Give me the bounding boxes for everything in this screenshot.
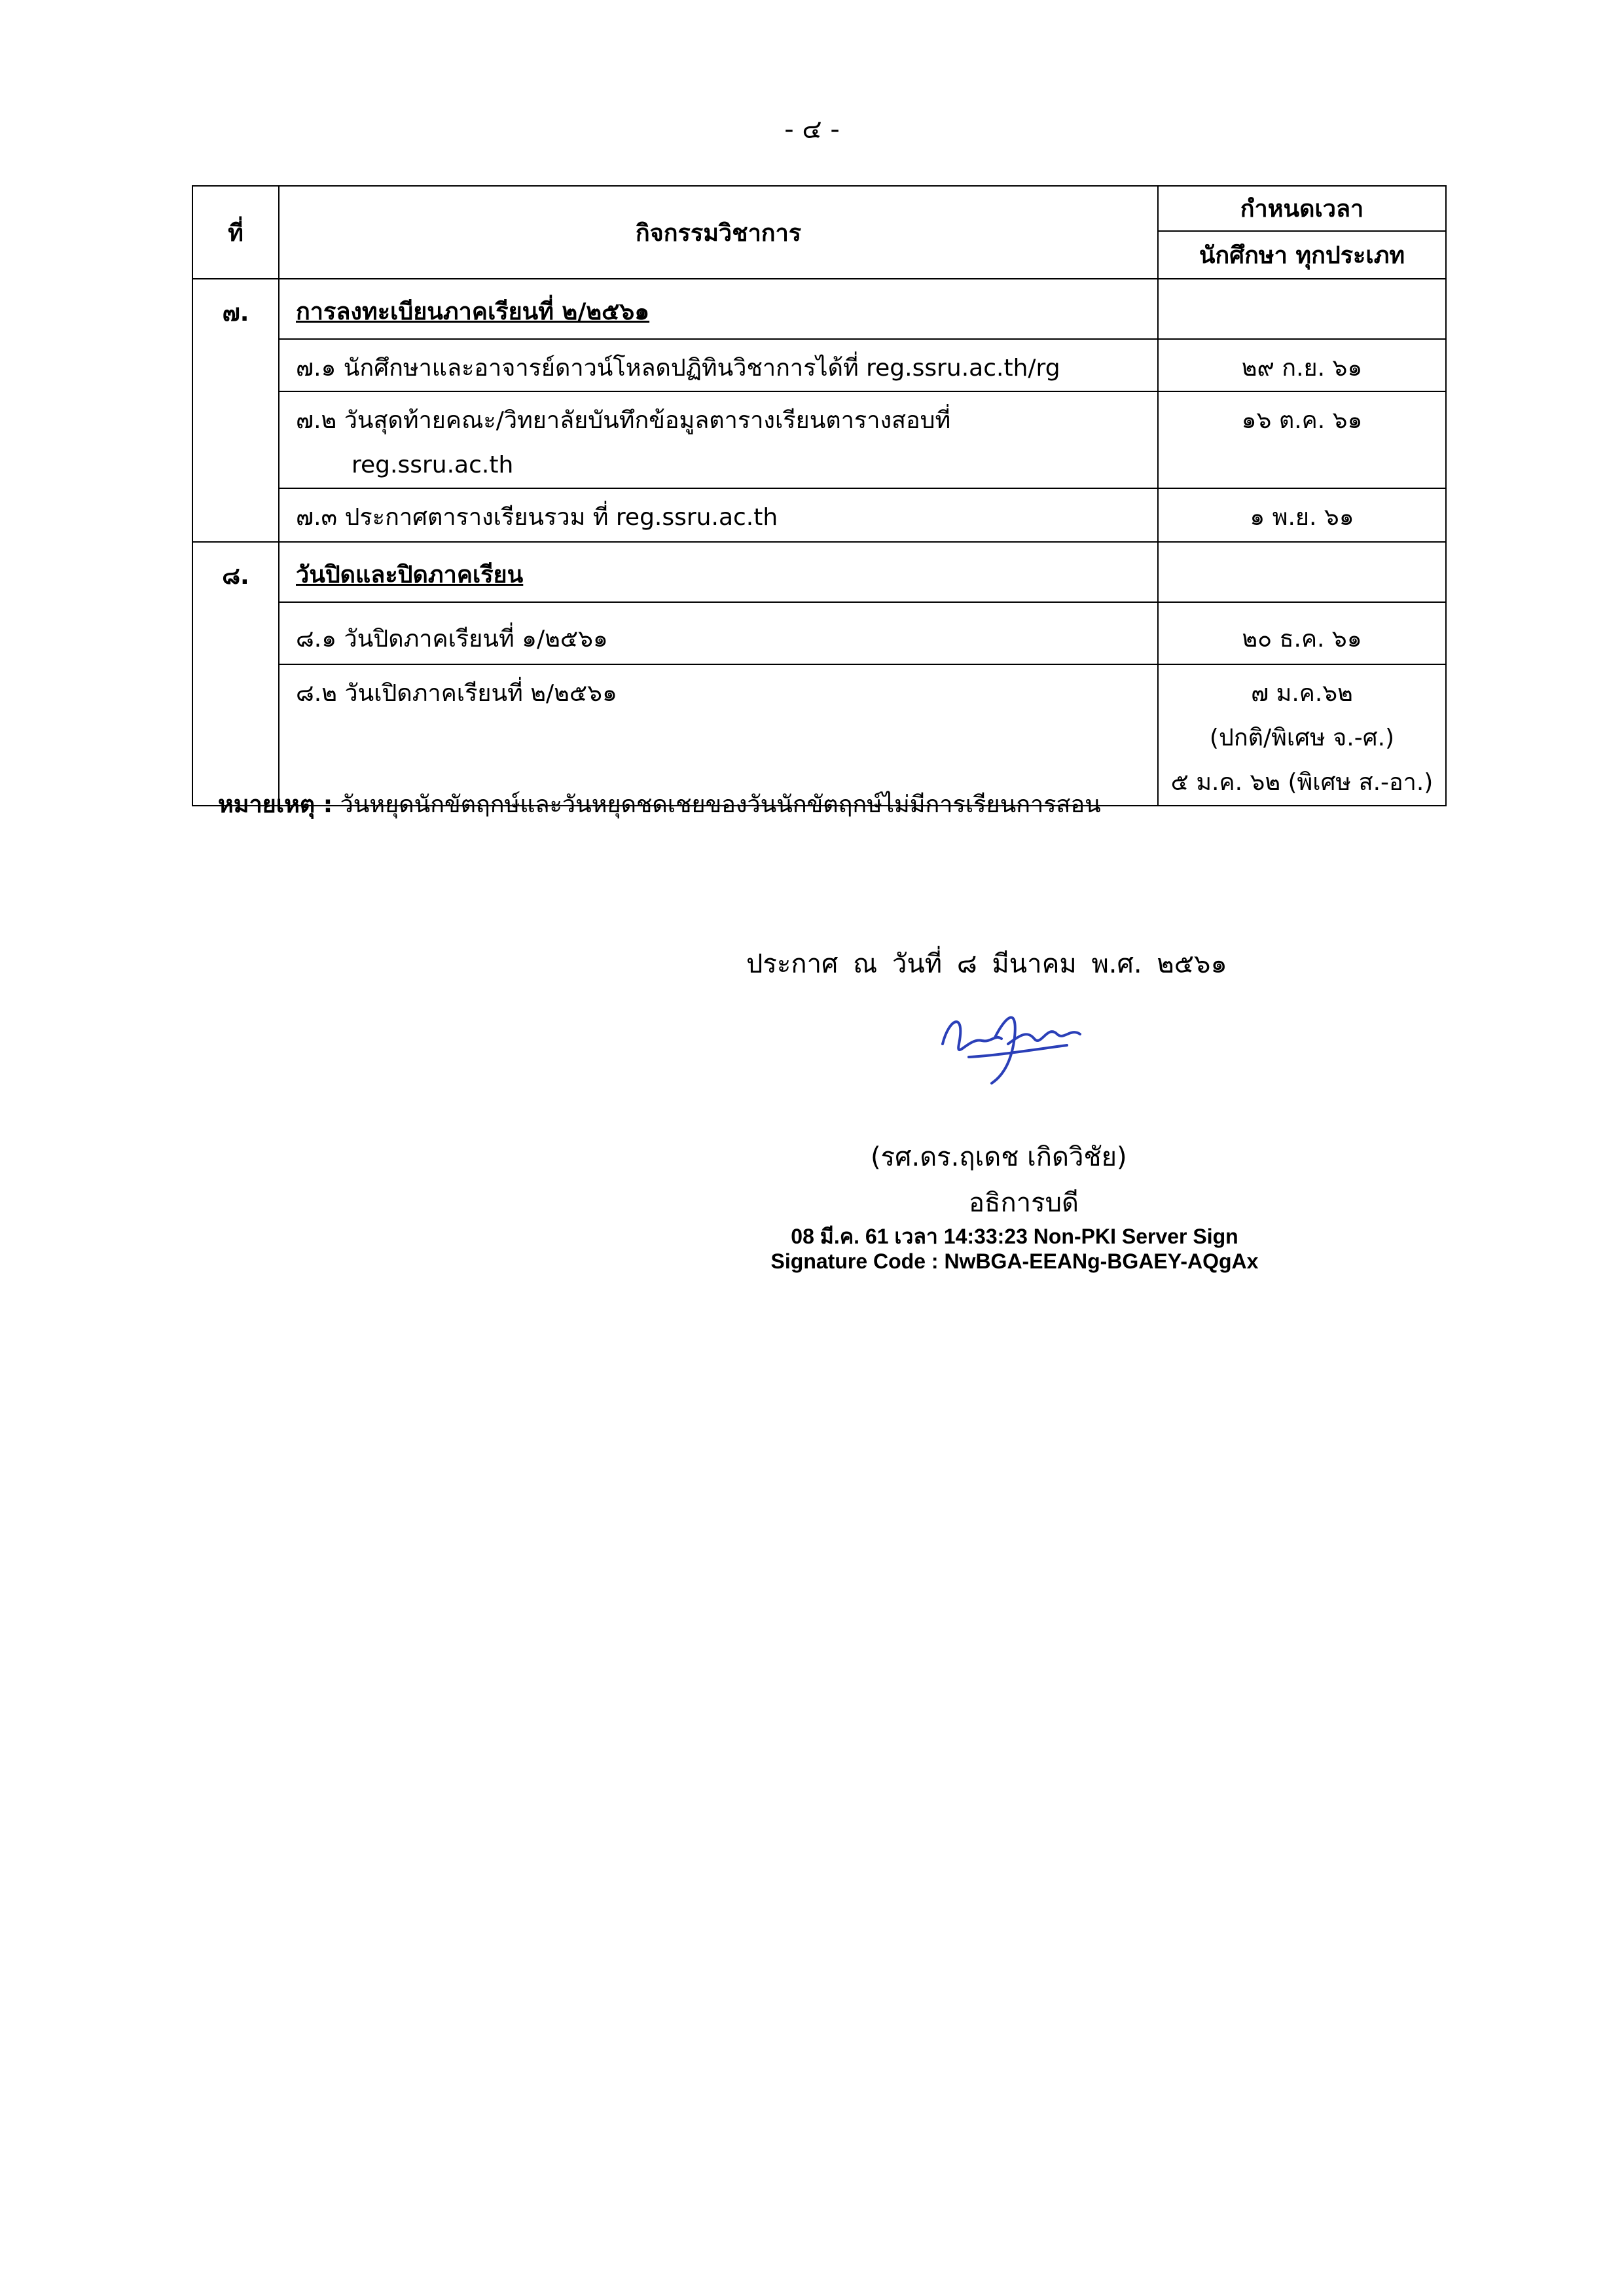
remark-text: วันหยุดนักขัตฤกษ์และวันหยุดชดเชยของวันนักขัตฤกษ์ไม่มีการเรียนการสอน — [340, 791, 1101, 818]
digital-signature-info — [746, 1224, 1283, 1274]
table-row-date: ๒๙ ก.ย. ๖๑ — [1158, 339, 1446, 391]
signature-code: Signature Code : NwBGA-EEANg-BGAEY-AQgAx — [770, 1249, 1259, 1273]
section-date-empty — [1158, 542, 1446, 602]
section-number: ๘. — [192, 542, 279, 806]
table-row-date: ๑ พ.ย. ๖๑ — [1158, 488, 1446, 542]
section-title: วันปิดและปิดภาคเรียน — [279, 542, 1158, 602]
section-title: การลงทะเบียนภาคเรียนที่ ๒/๒๕๖๑ — [279, 279, 1158, 339]
academic-calendar-table — [192, 185, 1447, 806]
header-student-group: นักศึกษา ทุกประเภท — [1158, 231, 1446, 279]
header-activity: กิจกรรมวิชาการ — [279, 186, 1158, 279]
handwritten-signature — [929, 998, 1113, 1090]
table-row-date: ๒๐ ธ.ค. ๖๑ — [1158, 602, 1446, 664]
table-row-date: ๑๖ ต.ค. ๖๑ — [1158, 391, 1446, 488]
signer-name: (รศ.ดร.ฤเดช เกิดวิชัย) — [871, 1142, 1127, 1172]
section-date-empty — [1158, 279, 1446, 339]
table-row-activity: ๗.๓ ประกาศตารางเรียนรวม ที่ reg.ssru.ac.th — [279, 488, 1158, 542]
table-row-activity: ๘.๑ วันปิดภาคเรียนที่ ๑/๒๕๖๑ — [279, 602, 1158, 664]
table-row-activity: ๘.๒ วันเปิดภาคเรียนที่ ๒/๒๕๖๑ — [279, 664, 1158, 806]
remark-label: หมายเหตุ : — [218, 791, 333, 818]
page-number: - ๔ - — [784, 115, 840, 145]
announcement-date: ประกาศ ณ วันที่ ๘ มีนาคม พ.ศ. ๒๕๖๑ — [746, 949, 1227, 979]
sign-timestamp: 08 มี.ค. 61 เวลา 14:33:23 Non-PKI Server Sign — [791, 1225, 1238, 1248]
remark — [218, 785, 1101, 823]
header-no: ที่ — [192, 186, 279, 279]
section-number: ๗. — [192, 279, 279, 542]
table-row-date: ๗ ม.ค.๖๒ (ปกติ/พิเศษ จ.-ศ.) ๕ ม.ค. ๖๒ (พิเศษ ส.-อา.) — [1158, 664, 1446, 806]
header-schedule: กำหนดเวลา — [1158, 186, 1446, 231]
table-row-activity: ๗.๑ นักศึกษาและอาจารย์ดาวน์โหลดปฏิทินวิชาการได้ที่ reg.ssru.ac.th/rg — [279, 339, 1158, 391]
table-row-activity: ๗.๒ วันสุดท้ายคณะ/วิทยาลัยบันทึกข้อมูลตารางเรียนตารางสอบที่ reg.ssru.ac.th — [279, 391, 1158, 488]
signer-position: อธิการบดี — [969, 1188, 1079, 1218]
